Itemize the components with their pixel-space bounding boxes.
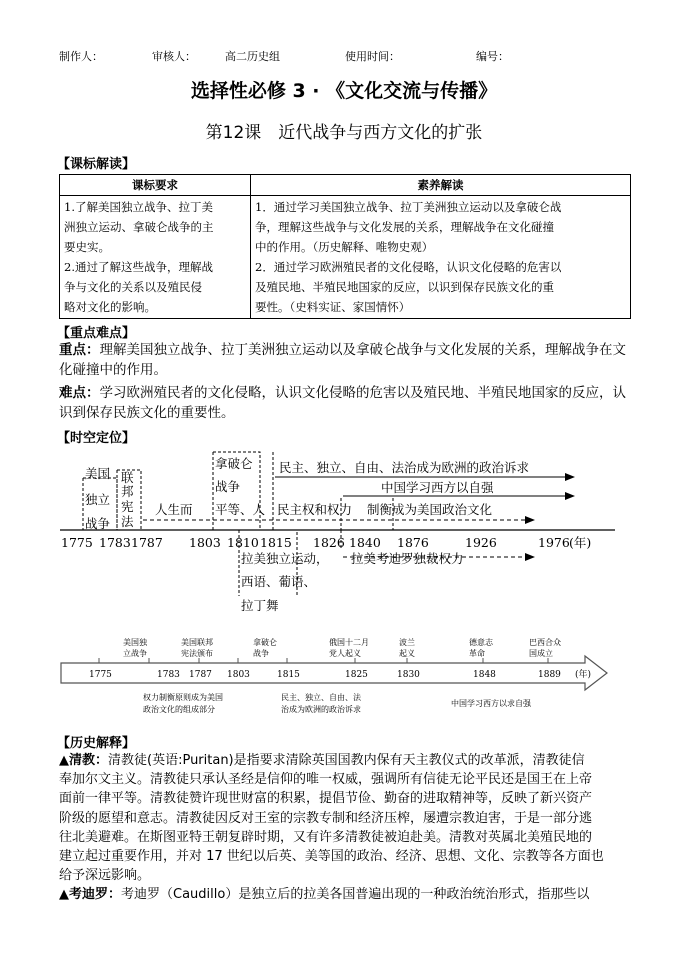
key-label: 重点： (59, 342, 100, 358)
year-label: 1783 (99, 535, 131, 550)
event-label: 德意志 (469, 638, 493, 647)
year-label: 1876 (397, 535, 429, 550)
event-label: 宪法颁布 (181, 649, 213, 658)
requirements-table (59, 174, 631, 319)
note-text: 民主、独立、自由、法 (281, 693, 361, 702)
year-label: 1775 (61, 535, 93, 550)
text-line: 考迪罗（Caudillo）是独立后的拉美各国普遍出现的一种政治统治形式，指那些以 (121, 887, 590, 903)
note-text: 权力制衡原则成为美国 (143, 693, 223, 702)
key-text-cont: 化碰撞中的作用。 (59, 362, 167, 378)
text-checks: 制衡成为美国政治文化 (367, 502, 493, 517)
note-text: 治成为欧洲的政治诉求 (281, 705, 361, 714)
year-label: 1787 (131, 535, 163, 550)
text-europe: 民主、独立、自由、法治成为欧洲的政治诉求 (279, 460, 530, 475)
table-cell-literacy (251, 196, 631, 319)
event-label: 起义 (399, 649, 415, 658)
text-renshenger: 人生而 (155, 502, 193, 517)
us-war-label: 独立 (85, 492, 111, 507)
section-standard: 【课标解读】 (57, 157, 136, 172)
year-label: 1783 (157, 670, 180, 680)
difficult-text: 学习欧洲殖民者的文化侵略，认识文化侵略的危害以及殖民地、半殖民地国家的反应，认 (99, 385, 626, 401)
year-label: 1926 (465, 535, 497, 550)
table-header-literacy: 素养解读 (251, 175, 631, 196)
arrow-head (565, 492, 575, 500)
year-unit: (年) (575, 670, 592, 680)
year-unit: (年) (569, 535, 592, 550)
year-label: 1976 (538, 535, 570, 550)
key-point-paragraph (59, 340, 633, 380)
text-line: 2.通过了解这些战争，理解战 (64, 260, 213, 274)
constitution-label: 联 (121, 470, 134, 485)
event-label: 拿破仑 (253, 638, 277, 647)
page-title: 选择性必修 3 · 《文化交流与传播》 (190, 80, 498, 102)
year-label: 1787 (189, 670, 212, 680)
text-latin: 拉美独立运动， (241, 551, 329, 566)
year-label: 1840 (349, 535, 381, 550)
timeline-secondary (55, 630, 645, 730)
puritan-label: ▲清教： (59, 753, 108, 768)
text-latin-dance: 拉丁舞 (241, 598, 279, 613)
text-line: 要史实。 (64, 240, 110, 254)
text-line: 争与文化的关系以及殖民侵 (64, 280, 202, 294)
year-label: 1815 (277, 670, 300, 680)
year-label: 1815 (260, 535, 292, 550)
table-cell-standard (60, 196, 251, 319)
year-label: 1825 (345, 670, 368, 680)
group-label: 高二历史组 (225, 50, 280, 63)
text-line: 2．通过学习欧洲殖民者的文化侵略，认识文化侵略的危害以 (255, 260, 562, 274)
time-label: 使用时间： (345, 50, 400, 63)
constitution-label: 宪 (121, 499, 134, 514)
event-label: 巴西合众 (529, 638, 561, 647)
constitution-label: 法 (121, 514, 134, 529)
note-text: 政治文化的组成部分 (143, 705, 215, 714)
section-key: 【重点难点】 (57, 326, 136, 341)
constitution-label: 邦 (121, 484, 134, 499)
lesson-title: 第12课 近代战争与西方文化的扩张 (205, 123, 483, 143)
event-label: 立战争 (123, 649, 147, 658)
text-line: 要性。（史料实证、家国情怀） (255, 300, 411, 314)
text-line: 建立起过重要作用，并对 17 世纪以后英、美等国的政治、经济、思想、文化、宗教等各方面也 (59, 849, 604, 865)
number-label: 编号： (476, 50, 509, 63)
napoleon-label: 拿破仑 (215, 456, 253, 471)
text-line: 给予深远影响。 (59, 868, 151, 884)
text-line: 阶级的愿望和意志。清教徒因反对王室的宗教专制和经济压榨，屡遭宗教迫害，于是一部分逃 (59, 810, 593, 826)
year-label: 1848 (473, 670, 496, 680)
text-line: 1．通过学习美国独立战争、拉丁美洲独立运动以及拿破仑战 (255, 200, 562, 214)
text-pingdeng: 平等、人 (215, 502, 266, 517)
arrow-head (525, 516, 535, 524)
text-line: 及殖民地、半殖民地国家的反应，以识到保存民族文化的重 (255, 280, 554, 294)
caudillo-label: ▲考迪罗： (59, 887, 121, 903)
text-china: 中国学习西方以自强 (381, 480, 494, 495)
year-label: 1810 (227, 535, 259, 550)
difficult-point-paragraph (59, 383, 633, 423)
text-line: 往北美避难。在斯图亚特王朝复辟时期，又有许多清教徒被迫赴美。清教对英属北美殖民地的 (59, 829, 593, 845)
event-label: 革命 (469, 649, 485, 658)
text-line: 洲独立运动、拿破仑战争的主 (64, 220, 214, 234)
section-timeline: 【时空定位】 (57, 431, 136, 446)
text-line: 中的作用。（历史解释、唯物史观） (255, 240, 434, 254)
difficult-text-cont: 识到保存民族文化的重要性。 (59, 405, 235, 421)
section-explain: 【历史解释】 (57, 736, 136, 751)
table-header-standard: 课标要求 (60, 175, 251, 196)
note-text: 中国学习西方以求自强 (451, 699, 531, 708)
timeline-arrow-bar (61, 656, 607, 690)
event-label: 美国联邦 (181, 638, 213, 647)
maker-label: 制作人： (59, 50, 103, 63)
year-label: 1889 (538, 670, 561, 680)
text-line: 面前一律平等。清教徒赞许现世财富的积累，提倡节俭、勤奋的进取精神等，反映了新兴资产 (59, 791, 593, 807)
arrow-head (565, 473, 575, 481)
event-label: 战争 (253, 649, 269, 658)
text-democracy: 民主权和权力 (277, 502, 353, 517)
text-line: 1.了解美国独立战争、拉丁美 (64, 200, 213, 214)
year-label: 1775 (89, 670, 112, 680)
text-line: 略对文化的影响。 (64, 300, 156, 314)
text-caudillo: 拉美考迪罗独裁权力 (351, 551, 464, 566)
timeline-main (55, 448, 645, 638)
text-line: 清教徒(英语:Puritan)是指要求清除英国国教内保有天主教仪式的改革派，清教徒信 (108, 753, 585, 768)
year-label: 1830 (397, 670, 420, 680)
text-latin-lang: 西语、葡语、 (241, 574, 317, 589)
text-line: 奉加尔文主义。清教徒只承认圣经是信仰的唯一权威，强调所有信徒无论平民还是国王在上帝 (59, 772, 593, 788)
reviewer-label: 审核人： (152, 50, 196, 63)
text-line: 争，理解这些战争与文化发展的关系，理解战争在文化碰撞 (255, 220, 554, 234)
event-label: 国成立 (529, 649, 553, 658)
napoleon-label: 战争 (215, 479, 241, 494)
year-label: 1803 (189, 535, 221, 550)
explain-puritan (59, 751, 635, 905)
year-label: 1803 (227, 670, 250, 680)
event-label: 党人起义 (329, 649, 361, 658)
year-label: 1826 (313, 535, 345, 550)
us-war-label: 战争 (85, 516, 111, 531)
event-label: 美国独 (123, 638, 147, 647)
event-label: 俄国十二月 (329, 638, 369, 647)
event-label: 波兰 (399, 638, 415, 647)
key-text: 理解美国独立战争、拉丁美洲独立运动以及拿破仑战争与文化发展的关系，理解战争在文 (99, 342, 626, 358)
difficult-label: 难点： (59, 385, 100, 401)
us-war-label: 美国 (85, 466, 111, 481)
arrow-head (525, 553, 535, 561)
